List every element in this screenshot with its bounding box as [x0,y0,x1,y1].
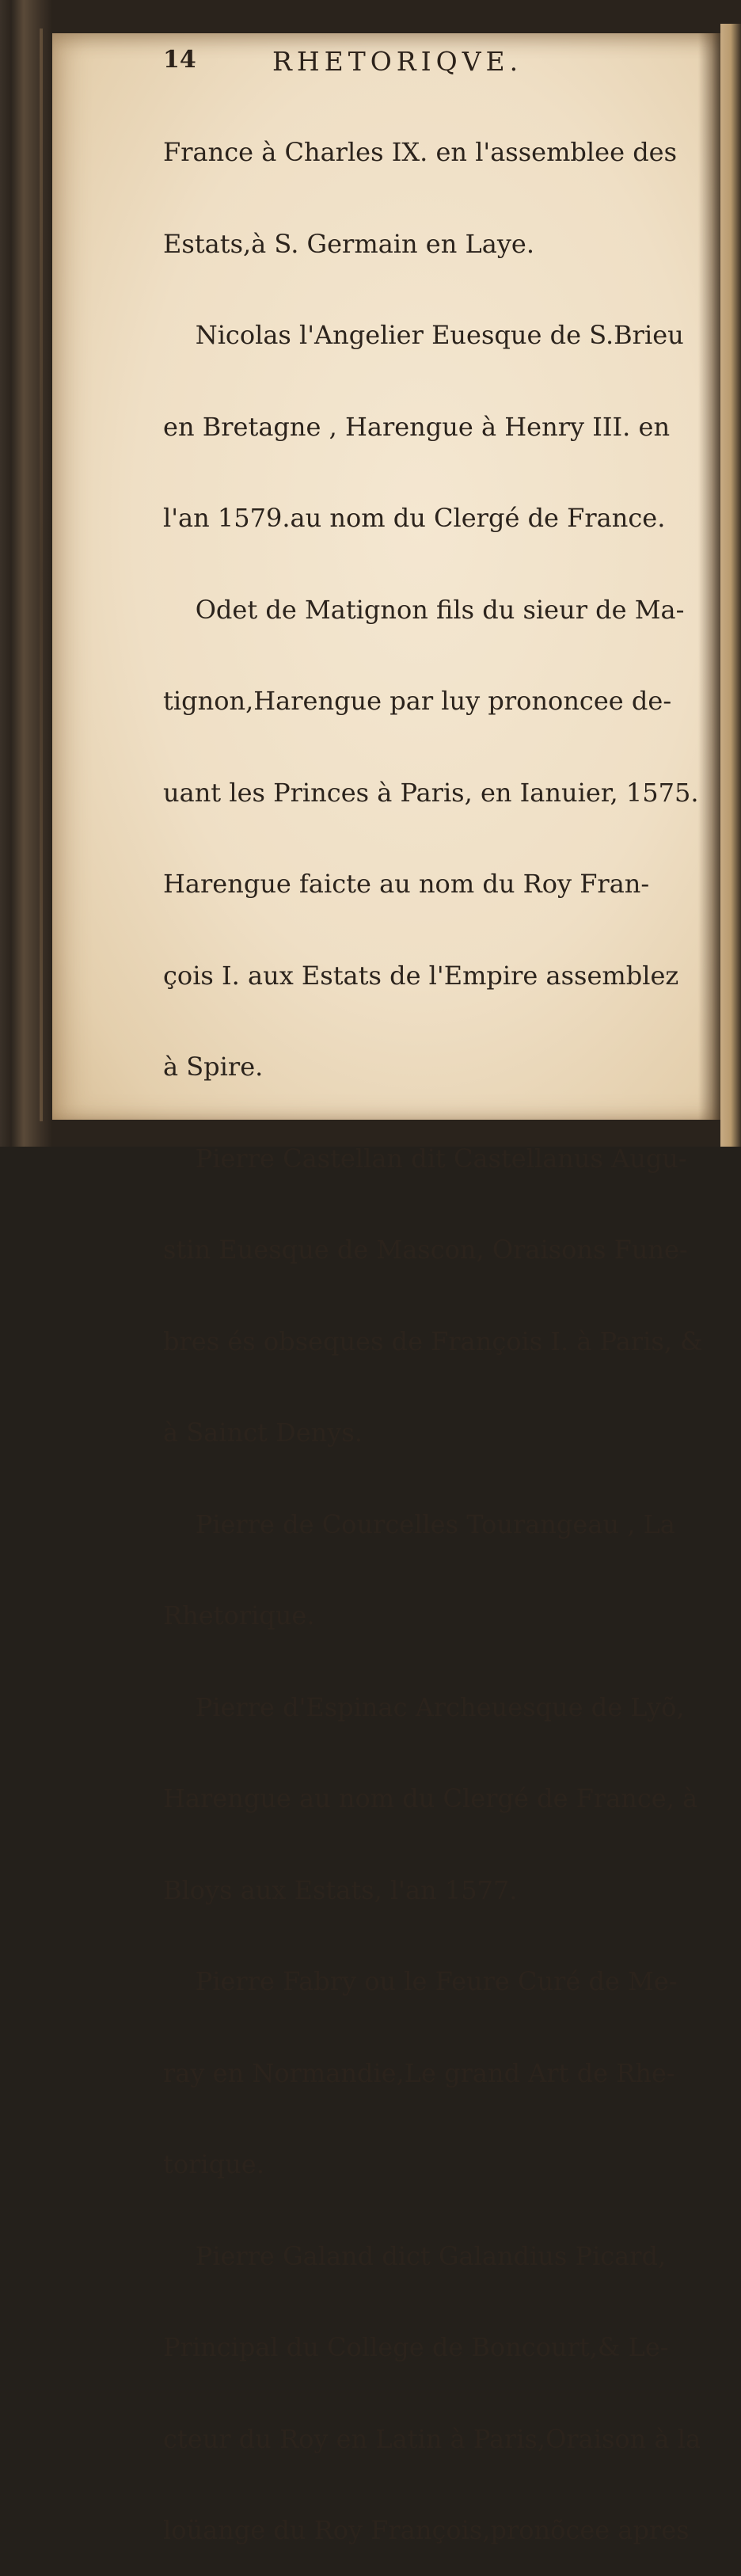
text-line: Pierre Galand dict Galandius Picard, [163,2240,667,2271]
facing-page-edge [720,24,741,1147]
text-line: çois I. aux Estats de l'Empire assemblez [163,960,679,991]
text-line: Odet de Matignon fils du sieur de Ma- [163,594,685,625]
text-line: Estats,à S. Germain en Laye. [163,228,535,259]
running-head-title: RHETORIQVE. [272,46,523,77]
text-line: uant les Princes à Paris, en Ianuier, 1575. [163,777,699,808]
text-line: Harengue au nom du Clergé de France, à [163,1783,698,1813]
page-edge-shadow [40,29,43,1121]
text-line: l'an 1579.au nom du Clergé de France. [163,503,666,533]
text-line: Harengue faicte au nom du Roy Fran- [163,869,650,899]
text-line: en Bretagne , Harengue à Henry III. en [163,411,671,442]
page-number: 14 [163,46,196,74]
text-line: Rhetorique. [163,1600,315,1630]
page-gutter [698,33,720,1120]
text-line: Nicolas l'Angelier Euesque de S.Brieu [163,320,684,350]
text-line: France à Charles IX. en l'assemblee des [163,137,678,167]
text-line: Pierre d'Espinac Archeuesque de Lyõ, [163,1691,685,1722]
text-line: bres és obseques de François I. à Paris, & [163,1326,703,1356]
text-line: à Sainct Denys. [163,1417,363,1448]
text-line: Pierre de Courcelles Tourangeau , La [163,1509,675,1539]
text-line: cteur du Roy en Latin à Paris,Oraison à la [163,2423,701,2454]
text-line: Bloys aux Estats, l'an 1577. [163,1874,518,1905]
text-line: Principal du College de Boncourt,& Le- [163,2332,669,2362]
text-line: à Spire. [163,1052,264,1082]
text-line: Pierre Fabry ou le Feure Curé de Me- [163,1966,678,1996]
running-head [163,46,670,78]
text-line: tignon,Harengue par luy prononcee de- [163,686,672,716]
body-text [163,76,703,2576]
text-line: torique. [163,2149,264,2179]
text-line: Pierre Castellan dit Castellanus Augu- [163,1143,687,1174]
text-line: stin Euesque de Mascon, Oraisons Fune- [163,1235,688,1265]
text-line: ray en Normandie,Le grand Art de Rhe- [163,2057,675,2088]
text-line: loüange du Roy François,pronõcee apres [163,2515,690,2545]
